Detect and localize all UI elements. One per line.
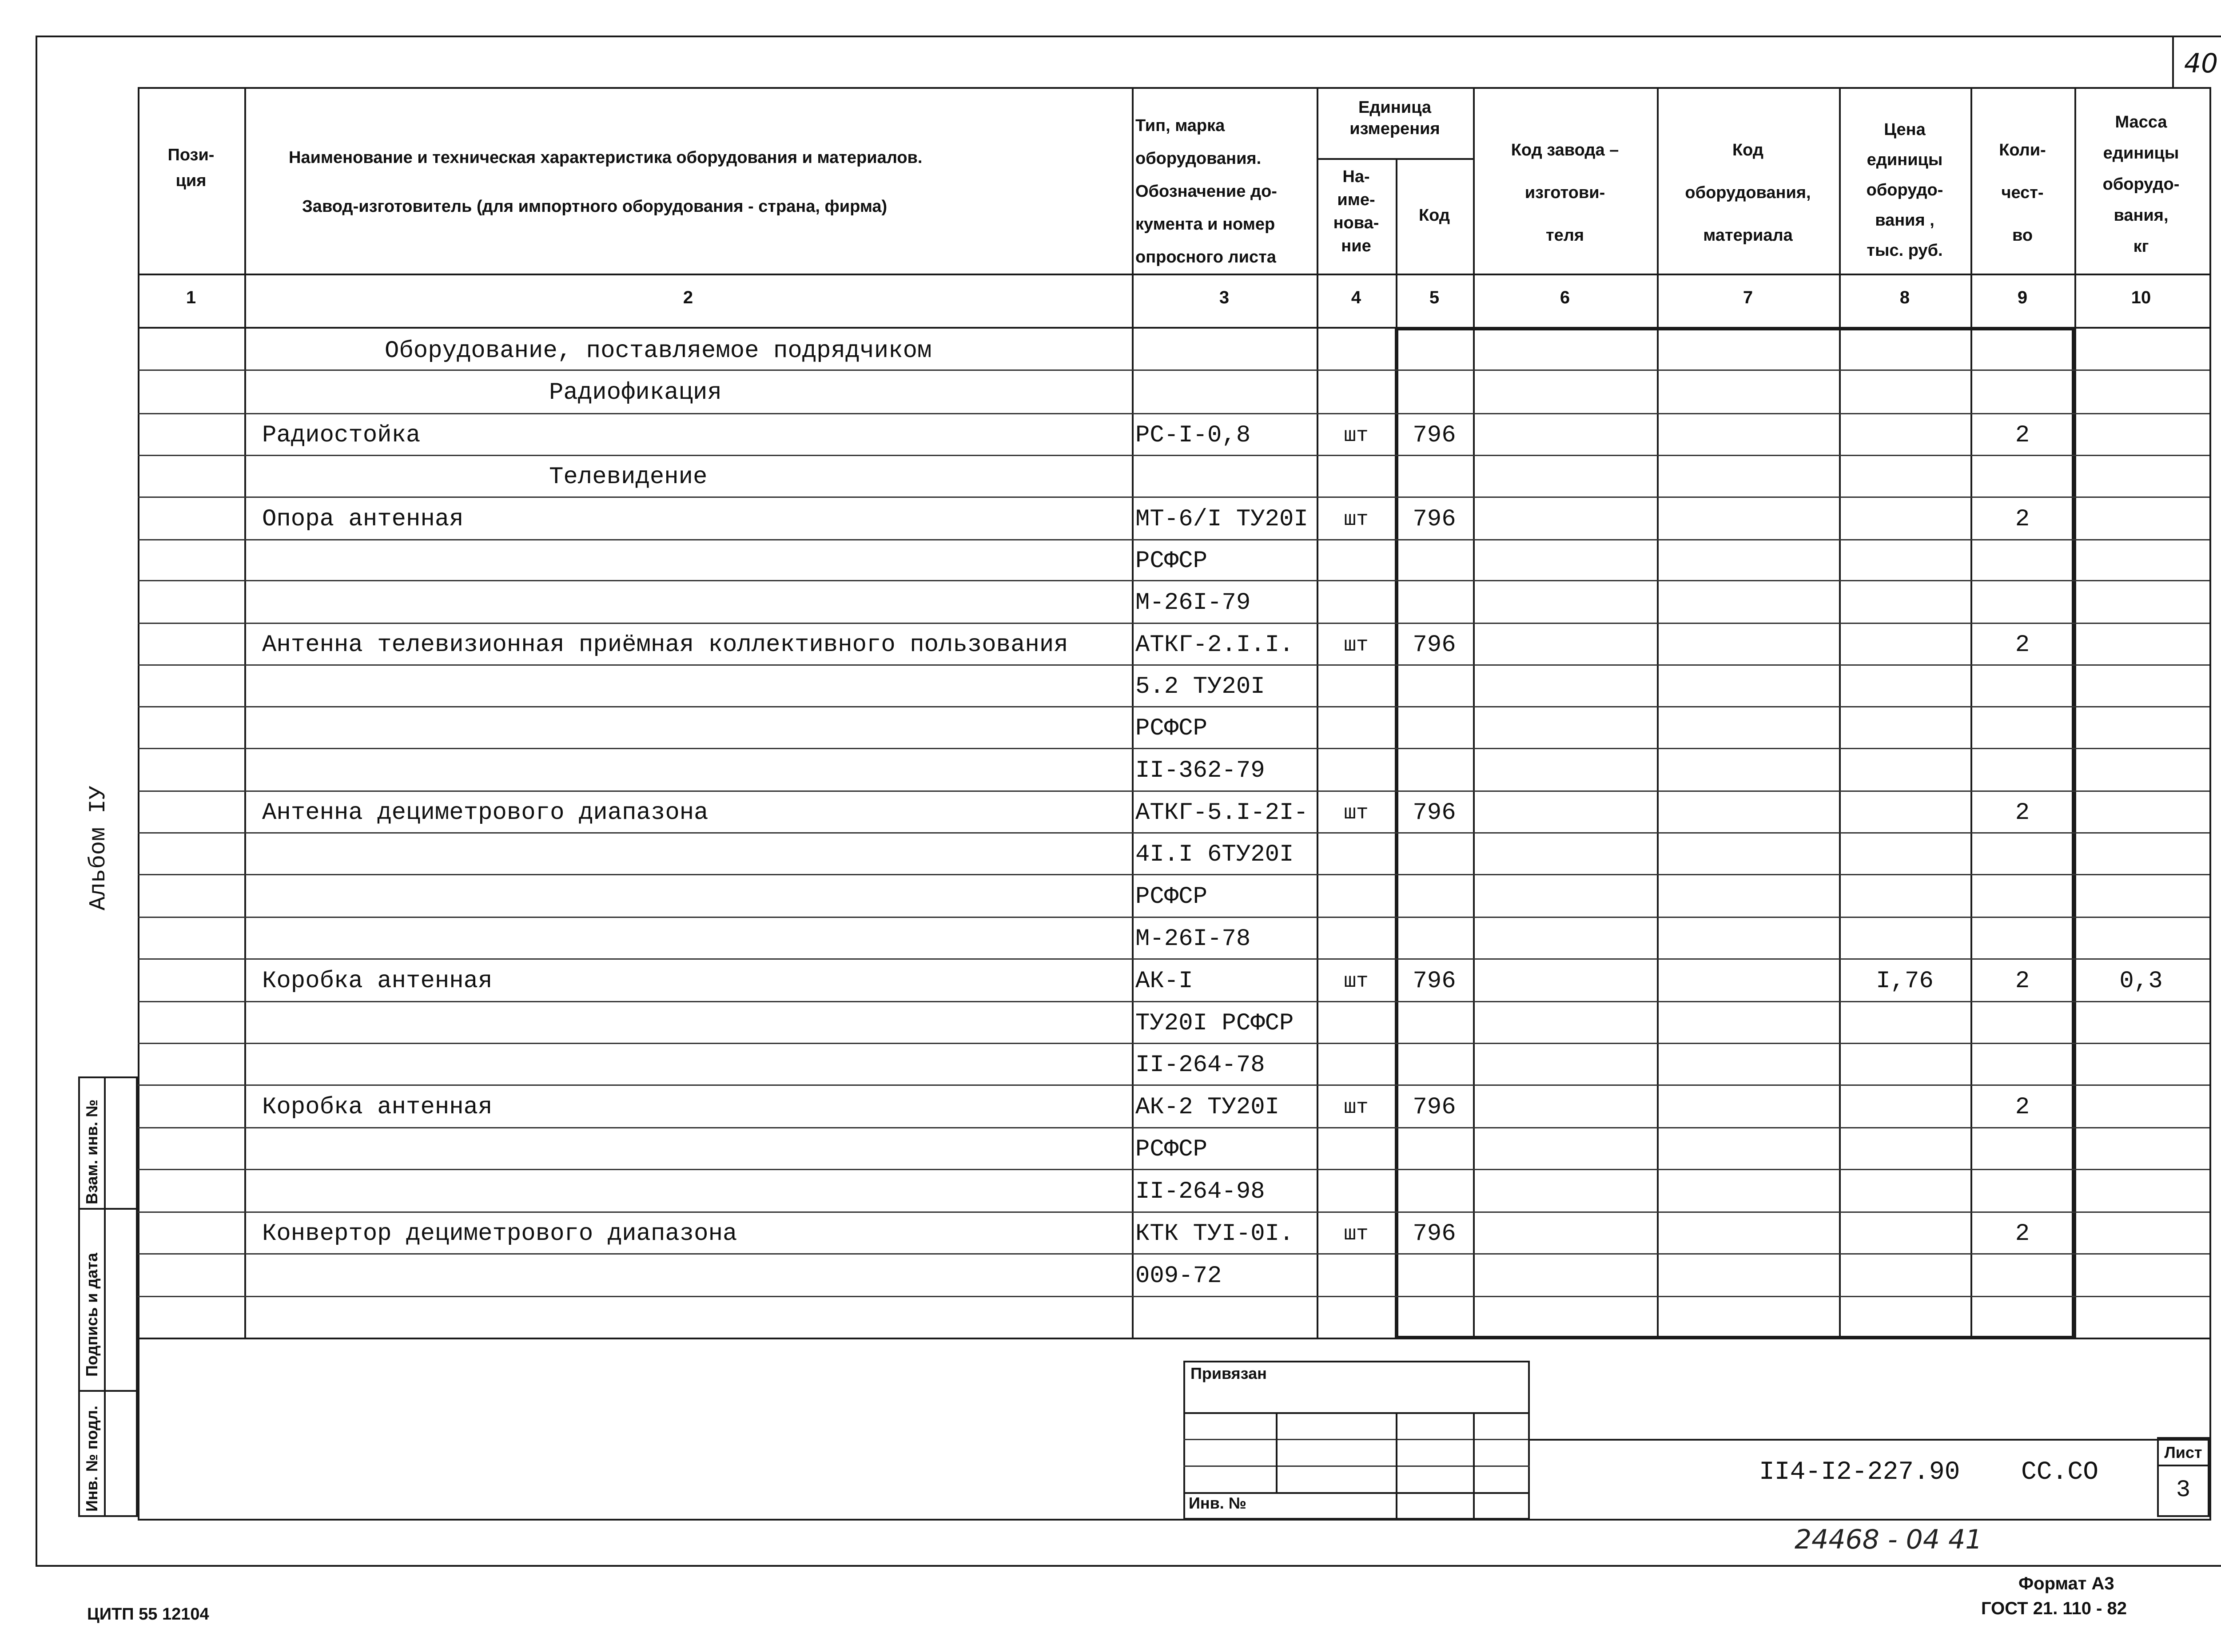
side-stamp-line-2 bbox=[78, 1390, 138, 1392]
bound-vline-2 bbox=[1396, 1412, 1397, 1519]
footer-left: ЦИТП 55 12104 bbox=[87, 1605, 209, 1624]
colnum-4: 4 bbox=[1351, 288, 1361, 307]
colnum-10: 10 bbox=[2131, 288, 2151, 307]
cell-qty: 2 bbox=[2015, 506, 2030, 533]
row-line bbox=[138, 1084, 2209, 1086]
cell-qty: 2 bbox=[2015, 799, 2030, 826]
sheet-box-divider bbox=[2157, 1465, 2209, 1466]
colnum-2: 2 bbox=[683, 288, 693, 307]
cell-name: Телевидение bbox=[549, 464, 708, 491]
cell-code: 796 bbox=[1413, 631, 1456, 659]
cell-unit: шт bbox=[1344, 634, 1369, 657]
cell-type: РСФСР bbox=[1135, 548, 1208, 575]
header-col10: Масса единицы оборудо- вания, кг bbox=[2102, 113, 2180, 256]
cell-type: II-264-78 bbox=[1135, 1052, 1265, 1079]
bound-line-2 bbox=[1183, 1439, 1530, 1440]
colnum-1: 1 bbox=[186, 288, 196, 307]
row-line bbox=[138, 958, 2209, 960]
cell-qty: 2 bbox=[2015, 1220, 2030, 1247]
cell-name: Коробка антенная bbox=[262, 1094, 493, 1121]
designation-top-line bbox=[1528, 1439, 2209, 1441]
cell-type: РСФСР bbox=[1135, 1136, 1208, 1163]
header-col4: На- име- нова- ние bbox=[1333, 167, 1379, 255]
bound-vline-1 bbox=[1276, 1412, 1278, 1492]
colnum-7: 7 bbox=[1743, 288, 1753, 307]
table-bottom bbox=[138, 1338, 2209, 1339]
row-line bbox=[138, 832, 2209, 834]
cell-type: М-26I-79 bbox=[1135, 589, 1251, 616]
cell-name: Опора антенная bbox=[262, 506, 464, 533]
cell-name: Радиостойка bbox=[262, 422, 421, 449]
row-line bbox=[138, 917, 2209, 918]
row-line bbox=[138, 1169, 2209, 1170]
cell-type: РСФСР bbox=[1135, 715, 1208, 742]
cell-mass: 0,3 bbox=[2119, 968, 2163, 995]
cell-qty: 2 bbox=[2015, 422, 2030, 449]
bound-line-3 bbox=[1183, 1465, 1530, 1467]
sheet-label: Лист bbox=[2164, 1443, 2202, 1461]
bound-label: Привязан bbox=[1190, 1364, 1267, 1382]
side-stamp-divider bbox=[104, 1076, 106, 1517]
bound-vline-3 bbox=[1473, 1412, 1475, 1519]
side-stamp-line-1 bbox=[78, 1208, 138, 1210]
row-line bbox=[138, 1253, 2209, 1255]
cell-code: 796 bbox=[1413, 1094, 1456, 1121]
unit-divider bbox=[1317, 158, 1473, 160]
bound-line-1 bbox=[1183, 1412, 1530, 1414]
designation: II4-I2-227.90 bbox=[1759, 1458, 1960, 1487]
cell-code: 796 bbox=[1413, 1220, 1456, 1247]
row-line bbox=[138, 455, 2209, 456]
cell-type: МТ-6/I ТУ20I bbox=[1135, 506, 1308, 533]
header-col5: Код bbox=[1418, 206, 1450, 225]
cell-unit: шт bbox=[1344, 1223, 1369, 1246]
header-col3: Тип, марка оборудования. Обозначение до- кумента и номер опросного листа bbox=[1135, 116, 1277, 266]
cell-name: Оборудование, поставляемое подрядчиком bbox=[385, 338, 932, 365]
row-line bbox=[138, 1001, 2209, 1002]
footer-format: Формат А3 bbox=[2018, 1574, 2114, 1593]
cell-name: Коробка антенная bbox=[262, 968, 493, 995]
cell-name: Радиофикация bbox=[549, 379, 722, 406]
row-line bbox=[138, 874, 2209, 875]
header-col9: Коли- чест- во bbox=[1999, 141, 2046, 245]
header-bottom bbox=[138, 274, 2209, 275]
cell-code: 796 bbox=[1413, 506, 1456, 533]
cell-type: ТУ20I РСФСР bbox=[1135, 1010, 1294, 1037]
cell-name: Антенна телевизионная приёмная коллективного пользования bbox=[262, 631, 1068, 659]
cell-unit: шт bbox=[1344, 424, 1369, 447]
colnum-8: 8 bbox=[1899, 288, 1910, 307]
header-col1: Пози- ция bbox=[167, 146, 215, 190]
cell-price: I,76 bbox=[1876, 968, 1934, 995]
row-line bbox=[138, 1296, 2209, 1297]
sheet-number: 3 bbox=[2176, 1477, 2191, 1504]
side-label-vzam: Взам. инв. № bbox=[83, 1099, 101, 1204]
cell-unit: шт bbox=[1344, 802, 1369, 825]
cell-code: 796 bbox=[1413, 422, 1456, 449]
cell-code: 796 bbox=[1413, 968, 1456, 995]
cell-unit: шт bbox=[1344, 508, 1369, 531]
inv-no-label: Инв. № bbox=[1189, 1494, 1246, 1512]
header-col2: Наименование и техническая характеристика оборудования и материалов. Завод-изготовитель (для импортного оборудования - страна, фирма) bbox=[289, 148, 923, 216]
row-line bbox=[138, 1211, 2209, 1213]
cell-qty: 2 bbox=[2015, 631, 2030, 659]
cell-type: АТКГ-5.I-2I- bbox=[1135, 799, 1308, 826]
row-line bbox=[138, 413, 2209, 414]
cell-type: КТК ТУI-0I. bbox=[1135, 1220, 1294, 1247]
row-line bbox=[138, 580, 2209, 581]
cell-type: 009-72 bbox=[1135, 1263, 1222, 1290]
cell-type: М-26I-78 bbox=[1135, 925, 1251, 953]
cell-type: РСФСР bbox=[1135, 883, 1208, 910]
cell-type: 4I.I 6ТУ20I bbox=[1135, 841, 1294, 868]
cell-name: Антенна дециметрового диапазона bbox=[262, 799, 708, 826]
row-line bbox=[138, 369, 2209, 371]
row-line bbox=[138, 623, 2209, 624]
archive-number: 24468 - 04 41 bbox=[1795, 1524, 1982, 1555]
cell-type: II-264-98 bbox=[1135, 1178, 1265, 1205]
row-line bbox=[138, 1043, 2209, 1044]
bold-right bbox=[2072, 328, 2075, 1339]
doc-code: СС.СО bbox=[2021, 1458, 2099, 1487]
cell-type: АК-I bbox=[1135, 968, 1193, 995]
row-line bbox=[138, 748, 2209, 749]
row-line bbox=[138, 706, 2209, 707]
side-label-podpis: Подпись и дата bbox=[83, 1253, 101, 1377]
page-number: 40 bbox=[2184, 48, 2218, 79]
cell-qty: 2 bbox=[2015, 968, 2030, 995]
cell-type: II-362-79 bbox=[1135, 757, 1265, 784]
header-unit: Единица измерения bbox=[1349, 98, 1440, 138]
header-col8: Цена единицы оборудо- вания , тыс. руб. bbox=[1866, 120, 1943, 260]
cell-unit: шт bbox=[1344, 970, 1369, 993]
header-col6: Код завода – изготови- теля bbox=[1511, 141, 1619, 245]
colnum-3: 3 bbox=[1219, 288, 1230, 307]
row-line bbox=[138, 664, 2209, 666]
colnum-5: 5 bbox=[1429, 288, 1440, 307]
album-label: Альбом IУ bbox=[85, 786, 111, 910]
cell-type: 5.2 ТУ20I bbox=[1135, 673, 1265, 700]
row-line bbox=[138, 539, 2209, 540]
cell-type: АТКГ-2.I.I. bbox=[1135, 631, 1294, 659]
colnum-9: 9 bbox=[2017, 288, 2028, 307]
footer-gost: ГОСТ 21. 110 - 82 bbox=[1981, 1599, 2127, 1618]
cell-unit: шт bbox=[1344, 1096, 1369, 1119]
row-line bbox=[138, 1127, 2209, 1128]
cell-code: 796 bbox=[1413, 799, 1456, 826]
cell-qty: 2 bbox=[2015, 1094, 2030, 1121]
side-label-inv-podl: Инв. № подл. bbox=[83, 1406, 101, 1512]
colnum-6: 6 bbox=[1560, 288, 1570, 307]
bold-left bbox=[1395, 328, 1398, 1339]
colnum-bottom bbox=[138, 327, 2209, 329]
cell-type: АК-2 ТУ20I bbox=[1135, 1094, 1280, 1121]
cell-type: PC-I-0,8 bbox=[1135, 422, 1251, 449]
header-col7: Код оборудования, материала bbox=[1685, 141, 1811, 245]
row-line bbox=[138, 790, 2209, 792]
row-line bbox=[138, 496, 2209, 498]
cell-name: Конвертор дециметрового диапазона bbox=[262, 1220, 737, 1247]
page-number-box-left bbox=[2172, 36, 2174, 89]
